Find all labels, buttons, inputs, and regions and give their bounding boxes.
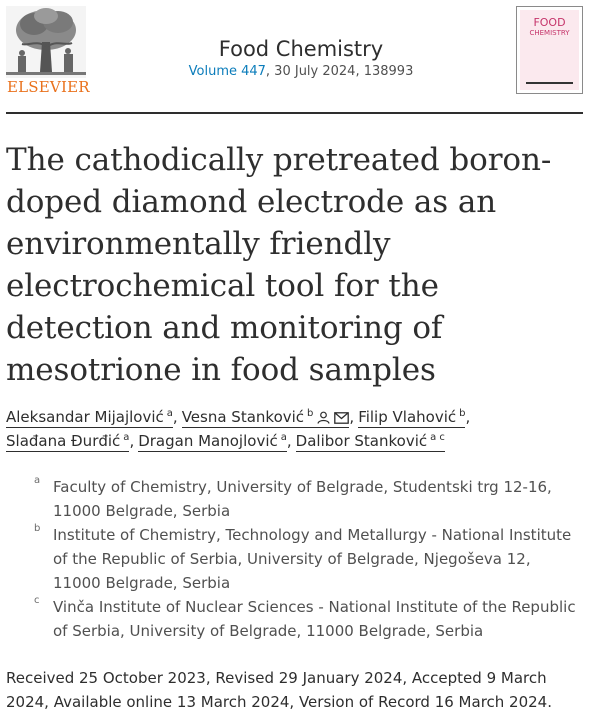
affiliation-text: Institute of Chemistry, Technology and Metallurgy - National Institute of the Republic of Serbia, University of Belgrade, Njegoševa 12, 11000 Belgrade, Serbia: [53, 526, 572, 592]
cover-bar: [526, 82, 573, 84]
envelope-icon: [334, 412, 349, 424]
article-history: Received 25 October 2023, Revised 29 January 2024, Accepted 9 March 2024, Available online 13 March 2024, Version of Record 16 March 2024.: [6, 669, 552, 711]
affiliation-label: b: [34, 523, 41, 534]
author-separator: ,: [172, 408, 178, 426]
author-link[interactable]: [182, 408, 350, 428]
author-name: Vesna Stanković: [181, 408, 305, 426]
author-affiliation-sup: a: [123, 432, 130, 443]
cover-title-line1: FOOD: [533, 16, 566, 29]
issue-details: , 30 July 2024, 138993: [265, 64, 414, 79]
journal-cover-thumbnail[interactable]: [516, 6, 583, 94]
author-name: Filip Vlahović: [358, 408, 457, 426]
author-name: Dragan Manojlović: [138, 432, 278, 450]
affiliation-label: c: [34, 595, 40, 606]
author-list: [6, 405, 586, 453]
elsevier-logo[interactable]: [6, 6, 90, 96]
author-separator: ,: [465, 408, 471, 426]
author-separator: ,: [129, 432, 135, 450]
affiliation-item: [28, 523, 583, 595]
author-link[interactable]: [6, 432, 129, 452]
article-header: [6, 6, 583, 98]
volume-link[interactable]: Volume 447: [188, 64, 266, 79]
journal-title[interactable]: Food Chemistry: [218, 37, 384, 61]
author-name: Slađana Đurđić: [6, 432, 121, 450]
author-link[interactable]: [6, 408, 173, 428]
author-affiliation-sup: a c: [430, 432, 445, 443]
affiliation-label: a: [34, 475, 41, 486]
affiliation-item: [28, 595, 583, 643]
author-separator: ,: [349, 408, 355, 426]
affiliation-list: [28, 475, 583, 643]
person-icon: [317, 411, 330, 424]
article-title: The cathodically pretreated boron-doped diamond electrode as an environmentally friendly electrochemical tool for the detection and monitoring of mesotrione in food samples: [6, 142, 552, 388]
author-affiliation-sup: a: [166, 408, 173, 419]
author-link[interactable]: [296, 432, 445, 452]
journal-block: [126, 35, 476, 79]
author-name: Dalibor Stanković: [295, 432, 428, 450]
affiliation-item: [28, 475, 583, 523]
author-affiliation-sup: b: [307, 408, 314, 419]
header-divider: [6, 112, 583, 114]
elsevier-tree-logo-icon: [6, 6, 86, 78]
author-affiliation-sup: b: [459, 408, 466, 419]
author-link[interactable]: [138, 432, 287, 452]
affiliation-text: Faculty of Chemistry, University of Belgrade, Studentski trg 12-16, 11000 Belgrade, Serbia: [53, 478, 552, 520]
author-link[interactable]: [358, 408, 465, 428]
cover-art: [520, 10, 579, 90]
publisher-name: ELSEVIER: [7, 78, 90, 96]
author-name: Aleksandar Mijajlović: [6, 408, 164, 426]
affiliation-text: Vinča Institute of Nuclear Sciences - National Institute of the Republic of Serbia, University of Belgrade, 11000 Belgrade, Serbia: [53, 598, 576, 640]
issue-info: [126, 64, 476, 79]
cover-title-line2: CHEMISTRY: [529, 29, 570, 37]
cover-title: [520, 18, 579, 38]
author-separator: ,: [286, 432, 292, 450]
author-affiliation-sup: a: [280, 432, 287, 443]
